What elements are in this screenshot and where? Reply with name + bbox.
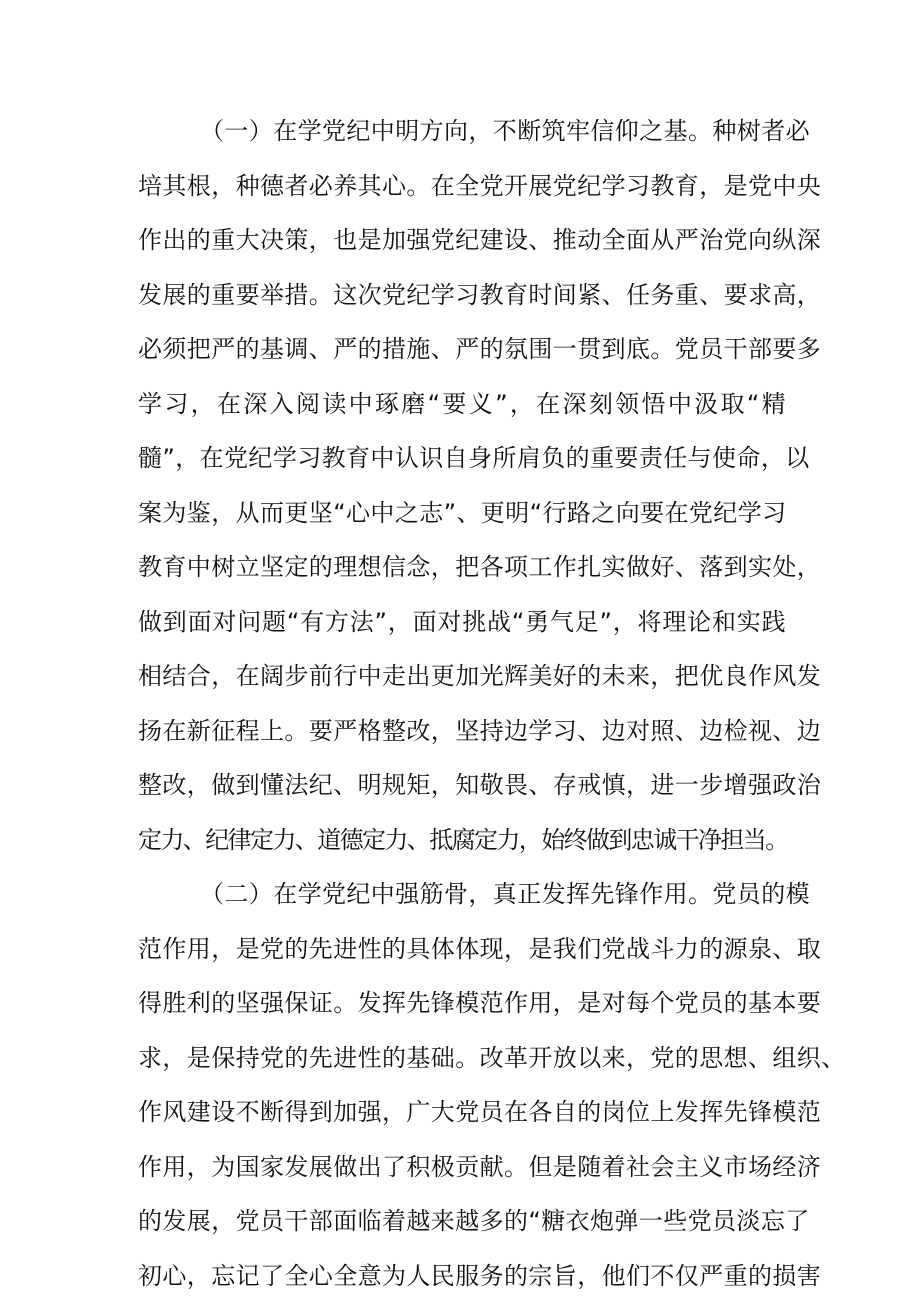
paragraph-line: 范作用，是党的先进性的具体体现，是我们党战斗力的源泉、取: [138, 922, 786, 977]
paragraph-1: [138, 104, 786, 867]
paragraph-line: 扬在新征程上。要严格整改，坚持边学习、边对照、边检视、边: [138, 704, 786, 759]
paragraph-line: 发展的重要举措。这次党纪学习教育时间紧、任务重、要求高，: [138, 268, 786, 323]
document-body: [138, 104, 786, 1303]
paragraph-line: 学习，在深入阅读中琢磨“要义”，在深刻领悟中汲取“精: [138, 377, 786, 432]
paragraph-line: 必须把严的基调、严的措施、严的氛围一贯到底。党员干部要多: [138, 322, 786, 377]
paragraph-line: 髓”，在党纪学习教育中认识自身所肩负的重要责任与使命，以: [138, 431, 786, 486]
paragraph-line: 作出的重大决策，也是加强党纪建设、推动全面从严治党向纵深: [138, 213, 786, 268]
paragraph-line: 作风建设不断得到加强，广大党员在各自的岗位上发挥先锋模范: [138, 1085, 786, 1140]
paragraph-line: 做到面对问题“有方法”，面对挑战“勇气足”，将理论和实践: [138, 595, 786, 650]
paragraph-line: 整改，做到懂法纪、明规矩，知敬畏、存戒慎，进一步增强政治: [138, 758, 786, 813]
paragraph-line: （二）在学党纪中强筋骨，真正发挥先锋作用。党员的模: [138, 867, 786, 922]
paragraph-line: 案为鉴，从而更坚“心中之志”、更明“行路之向要在党纪学习: [138, 486, 786, 541]
paragraph-line: 的发展，党员干部面临着越来越多的“糖衣炮弹一些党员淡忘了: [138, 1194, 786, 1249]
paragraph-line: 初心，忘记了全心全意为人民服务的宗旨，他们不仅严重的损害: [138, 1249, 786, 1303]
paragraph-line: 教育中树立坚定的理想信念，把各项工作扎实做好、落到实处，: [138, 540, 786, 595]
paragraph-line: 相结合，在阔步前行中走出更加光辉美好的未来，把优良作风发: [138, 649, 786, 704]
paragraph-line: 作用，为国家发展做出了积极贡献。但是随着社会主义市场经济: [138, 1140, 786, 1195]
paragraph-2: [138, 867, 786, 1303]
paragraph-line: 得胜利的坚强保证。发挥先锋模范作用，是对每个党员的基本要: [138, 976, 786, 1031]
paragraph-line: （一）在学党纪中明方向，不断筑牢信仰之基。种树者必: [138, 104, 786, 159]
paragraph-line: 定力、纪律定力、道德定力、抵腐定力，始终做到忠诚干净担当。: [138, 813, 786, 868]
paragraph-line: 求，是保持党的先进性的基础。改革开放以来，党的思想、组织、: [138, 1031, 786, 1086]
paragraph-line: 培其根，种德者必养其心。在全党开展党纪学习教育，是党中央: [138, 159, 786, 214]
